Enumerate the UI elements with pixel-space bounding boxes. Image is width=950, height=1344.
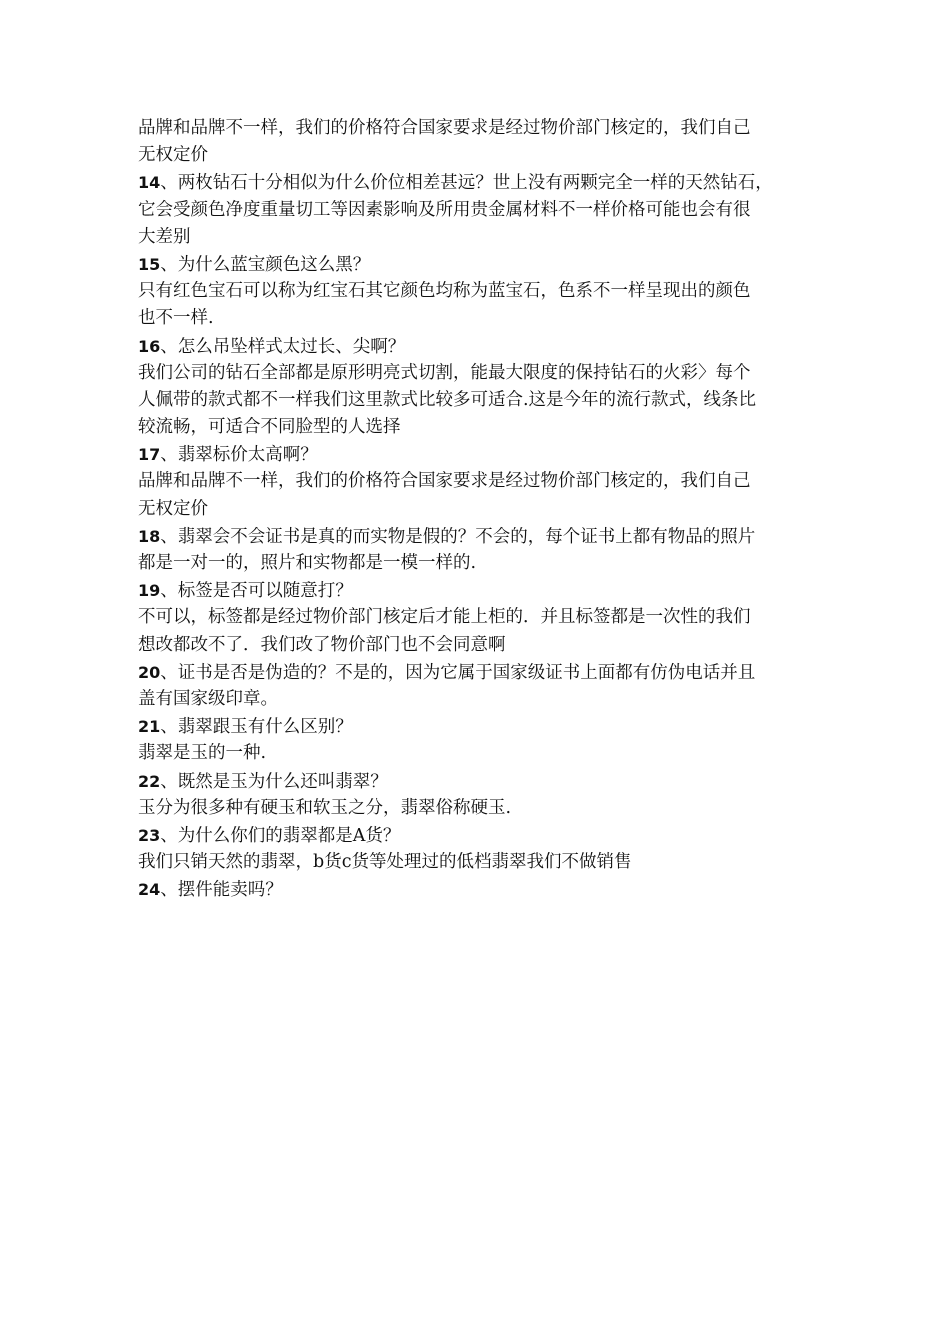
document-body — [138, 115, 828, 903]
question-line — [138, 523, 828, 550]
text-line-content: 想改都改不了．我们改了物价部门也不会同意啊 — [138, 634, 506, 655]
text-line-content: 不可以，标签都是经过物价部门核定后才能上柜的．并且标签都是一次性的我们 — [138, 607, 751, 628]
question-number: 23 — [138, 825, 161, 845]
question-number: 16 — [138, 336, 161, 356]
question-number: 24 — [138, 880, 161, 900]
text-line-content: 只有红色宝石可以称为红宝石其它颜色均称为蓝宝石，色系不一样呈现出的颜色 — [138, 281, 751, 302]
question-number: 20 — [138, 662, 161, 682]
text-line — [138, 496, 828, 523]
text-line — [138, 387, 828, 414]
text-line — [138, 142, 828, 169]
question-text: 、怎么吊坠样式太过长、尖啊？ — [160, 336, 406, 357]
question-text: 、标签是否可以随意打？ — [160, 581, 353, 602]
text-line-content: 较流畅，可适合不同脸型的人选择 — [138, 417, 401, 438]
text-line-content: 人佩带的款式都不一样我们这里款式比较多可适合.这是今年的流行款式，线条比 — [138, 389, 757, 410]
text-line — [138, 305, 828, 332]
text-line-content: 我们公司的钻石全部都是原形明亮式切割，能最大限度的保持钻石的火彩〉每个 — [138, 362, 751, 383]
question-text: 、摆件能卖吗？ — [160, 880, 283, 901]
text-line-content: 品牌和品牌不一样，我们的价格符合国家要求是经过物价部门核定的，我们自己 — [138, 118, 751, 138]
text-line — [138, 740, 828, 767]
question-text: 、为什么你们的翡翠都是A货？ — [160, 825, 401, 846]
question-text: 、翡翠会不会证书是真的而实物是假的？不会的，每个证书上都有物品的照片 — [160, 526, 756, 547]
question-text: 、为什么蓝宝颜色这么黑？ — [160, 254, 371, 275]
text-line-content: 翡翠是玉的一种. — [138, 743, 267, 764]
question-line — [138, 441, 828, 468]
question-line — [138, 251, 828, 278]
question-line — [138, 333, 828, 360]
question-line — [138, 713, 828, 740]
question-line — [138, 169, 828, 196]
question-line — [138, 577, 828, 604]
question-text: 、翡翠标价太高啊？ — [160, 445, 318, 466]
question-number: 21 — [138, 717, 161, 737]
text-line-content: 都是一对一的，照片和实物都是一模一样的. — [138, 553, 477, 573]
text-line — [138, 115, 828, 142]
text-line — [138, 550, 828, 577]
text-line — [138, 360, 828, 387]
text-line-content: 也不一样. — [138, 308, 214, 329]
text-line — [138, 224, 828, 251]
text-line — [138, 604, 828, 631]
question-text: 、证书是否是伪造的？不是的，因为它属于国家级证书上面都有仿伪电话并且 — [160, 662, 756, 683]
question-number: 19 — [138, 581, 161, 601]
question-line — [138, 876, 828, 903]
text-line — [138, 414, 828, 441]
text-line — [138, 686, 828, 713]
text-line — [138, 197, 828, 224]
text-line-content: 无权定价 — [138, 498, 208, 519]
question-text: 、既然是玉为什么还叫翡翠？ — [160, 771, 388, 792]
question-line — [138, 659, 828, 686]
text-line-content: 它会受颜色净度重量切工等因素影响及所用贵金属材料不一样价格可能也会有很 — [138, 199, 751, 220]
question-number: 15 — [138, 254, 161, 274]
question-number: 18 — [138, 526, 161, 546]
text-line-content: 品牌和品牌不一样，我们的价格符合国家要求是经过物价部门核定的，我们自己 — [138, 471, 751, 492]
question-number: 14 — [138, 173, 161, 193]
text-line-content: 无权定价 — [138, 145, 208, 166]
text-line — [138, 795, 828, 822]
text-line — [138, 278, 828, 305]
text-line-content: 我们只销天然的翡翠，b货c货等处理过的低档翡翠我们不做销售 — [138, 852, 632, 873]
text-line-content: 大差别 — [138, 226, 191, 247]
question-number: 17 — [138, 445, 161, 465]
question-number: 22 — [138, 771, 161, 791]
text-line-content: 玉分为很多种有硬玉和软玉之分，翡翠俗称硬玉. — [138, 797, 512, 818]
question-line — [138, 822, 828, 849]
question-text: 、两枚钻石十分相似为什么价位相差甚远？世上没有两颗完全一样的天然钻石， — [160, 173, 773, 194]
question-line — [138, 768, 828, 795]
text-line-content: 盖有国家级印章。 — [138, 688, 278, 709]
text-line — [138, 849, 828, 876]
text-line — [138, 468, 828, 495]
question-text: 、翡翠跟玉有什么区别？ — [160, 717, 353, 738]
text-line — [138, 632, 828, 659]
